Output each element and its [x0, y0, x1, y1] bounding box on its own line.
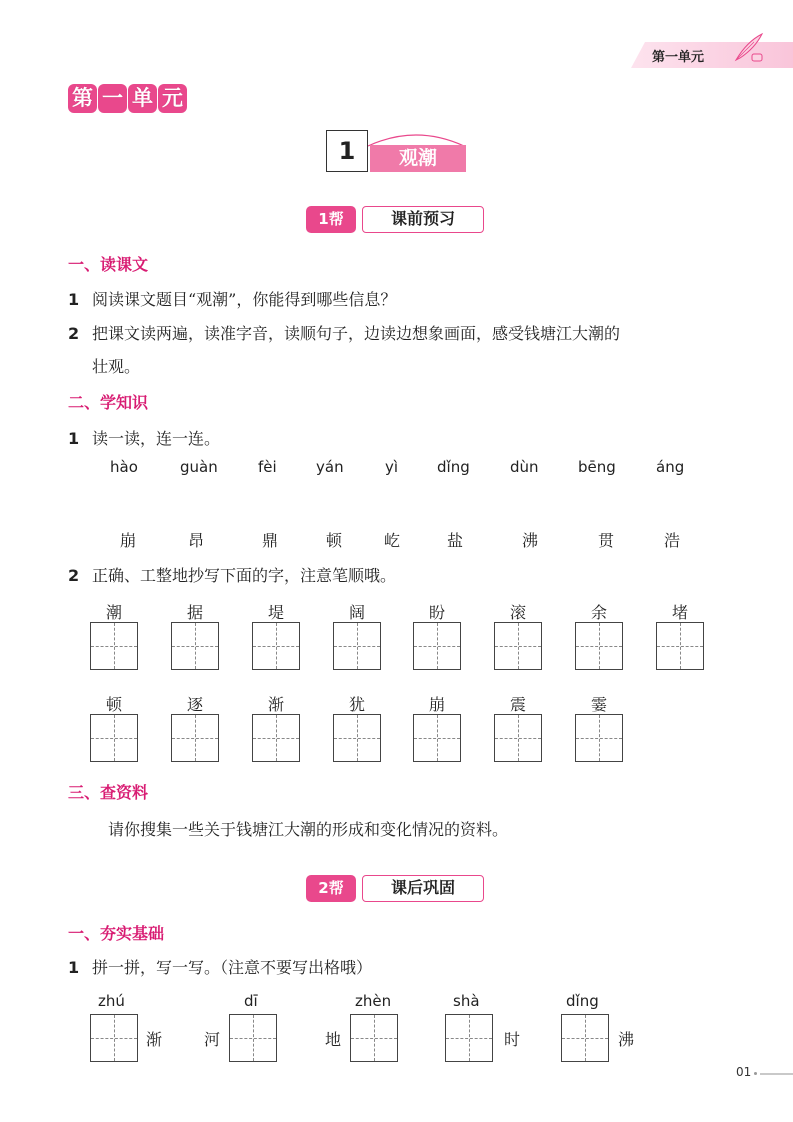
copy-char: 堵 [671, 603, 688, 622]
writing-grid[interactable] [252, 622, 300, 670]
lesson-title [326, 130, 466, 172]
unit-heading-char: 一 [98, 84, 127, 113]
question [68, 955, 372, 978]
copy-char: 余 [590, 603, 607, 622]
lesson-name: 观潮 [370, 145, 466, 172]
word-char: 时 [504, 1030, 521, 1049]
unit-heading-char: 第 [68, 84, 97, 113]
hanzi-item: 浩 [664, 531, 681, 550]
question-continuation: 壮观。 [92, 357, 141, 376]
question [68, 426, 220, 449]
hanzi-item: 昂 [188, 531, 205, 550]
word-char: 地 [325, 1030, 342, 1049]
writing-grid[interactable] [90, 714, 138, 762]
pinyin-item: yán [316, 458, 344, 476]
question-number: 1 [68, 290, 80, 309]
pinyin-item: áng [656, 458, 685, 476]
writing-grid[interactable] [445, 1014, 493, 1062]
writing-grid[interactable] [494, 622, 542, 670]
writing-grid[interactable] [656, 622, 704, 670]
question [68, 563, 396, 586]
writing-grid[interactable] [561, 1014, 609, 1062]
hanzi-item: 崩 [120, 531, 137, 550]
writing-grid[interactable] [350, 1014, 398, 1062]
writing-grid[interactable] [90, 622, 138, 670]
section-title: 二、学知识 [68, 393, 149, 412]
help-banner-1 [306, 206, 486, 236]
page-number: 01 [736, 1065, 752, 1079]
pinyin-item: dǐng [437, 458, 470, 476]
pinyin-item: zhú [98, 992, 125, 1010]
page-dot [754, 1072, 757, 1075]
hanzi-item: 贯 [598, 531, 615, 550]
writing-grid[interactable] [252, 714, 300, 762]
hanzi-item: 鼎 [262, 531, 279, 550]
copy-char: 堤 [267, 603, 284, 622]
hanzi-item: 顿 [326, 531, 343, 550]
copy-char: 盼 [428, 603, 445, 622]
help-label: 课前预习 [362, 206, 484, 233]
copy-char: 崩 [428, 695, 445, 714]
copy-char: 阔 [348, 603, 365, 622]
copy-char: 霎 [590, 695, 607, 714]
question-text: 阅读课文题目“观潮”，你能得到哪些信息？ [92, 290, 397, 309]
help-badge: 1帮 [306, 206, 356, 233]
word-char: 渐 [146, 1030, 163, 1049]
writing-grid[interactable] [171, 714, 219, 762]
writing-grid[interactable] [413, 622, 461, 670]
question-number: 2 [68, 324, 80, 343]
question-text: 把课文读两遍，读准字音，读顺句子，边读边想象画面，感受钱塘江大潮的 [92, 324, 621, 343]
writing-grid[interactable] [171, 622, 219, 670]
question-text: 正确、工整地抄写下面的字，注意笔顺哦。 [92, 566, 397, 585]
unit-heading-char: 单 [128, 84, 157, 113]
copy-char: 据 [186, 603, 203, 622]
writing-grid[interactable] [333, 622, 381, 670]
word-char: 沸 [618, 1030, 635, 1049]
question-number: 2 [68, 566, 80, 585]
unit-tab-label: 第一单元 [652, 50, 705, 65]
unit-heading-char: 元 [158, 84, 187, 113]
pinyin-item: dǐng [566, 992, 599, 1010]
lesson-number: 1 [326, 130, 368, 172]
writing-grid[interactable] [494, 714, 542, 762]
word-char: 河 [204, 1030, 221, 1049]
hanzi-item: 屹 [384, 531, 401, 550]
question-number: 1 [68, 958, 80, 977]
pinyin-item: hào [110, 458, 138, 476]
section-title: 三、查资料 [68, 783, 149, 802]
pinyin-item: dī [244, 992, 258, 1010]
question [68, 287, 396, 310]
writing-grid[interactable] [90, 1014, 138, 1062]
copy-char: 渐 [267, 695, 284, 714]
section-title: 一、夯实基础 [68, 924, 165, 943]
question-number: 1 [68, 429, 80, 448]
copy-char: 犹 [348, 695, 365, 714]
question-text: 拼一拼，写一写。（注意不要写出格哦） [92, 958, 373, 977]
help-label: 课后巩固 [362, 875, 484, 902]
writing-grid[interactable] [413, 714, 461, 762]
hanzi-item: 沸 [522, 531, 539, 550]
copy-char: 震 [509, 695, 526, 714]
pinyin-item: zhèn [355, 992, 392, 1010]
pinyin-item: yì [385, 458, 399, 476]
copy-char: 顿 [105, 695, 122, 714]
help-banner-2 [306, 875, 486, 905]
writing-grid[interactable] [575, 622, 623, 670]
help-badge: 2帮 [306, 875, 356, 902]
page-line [760, 1073, 793, 1075]
question [68, 321, 620, 344]
writing-grid[interactable] [333, 714, 381, 762]
unit-heading [68, 84, 187, 113]
pinyin-item: guàn [180, 458, 218, 476]
pinyin-item: dùn [510, 458, 539, 476]
copy-char: 潮 [105, 603, 122, 622]
hanzi-item: 盐 [447, 531, 464, 550]
feather-pen-icon [732, 32, 768, 64]
question-text: 读一读，连一连。 [92, 429, 221, 448]
pinyin-item: bēng [578, 458, 616, 476]
question-text: 请你搜集一些关于钱塘江大潮的形成和变化情况的资料。 [108, 820, 509, 839]
writing-grid[interactable] [229, 1014, 277, 1062]
copy-char: 逐 [186, 695, 203, 714]
section-title: 一、读课文 [68, 255, 149, 274]
copy-char: 滚 [509, 603, 526, 622]
pinyin-item: shà [453, 992, 480, 1010]
pinyin-item: fèi [258, 458, 277, 476]
writing-grid[interactable] [575, 714, 623, 762]
